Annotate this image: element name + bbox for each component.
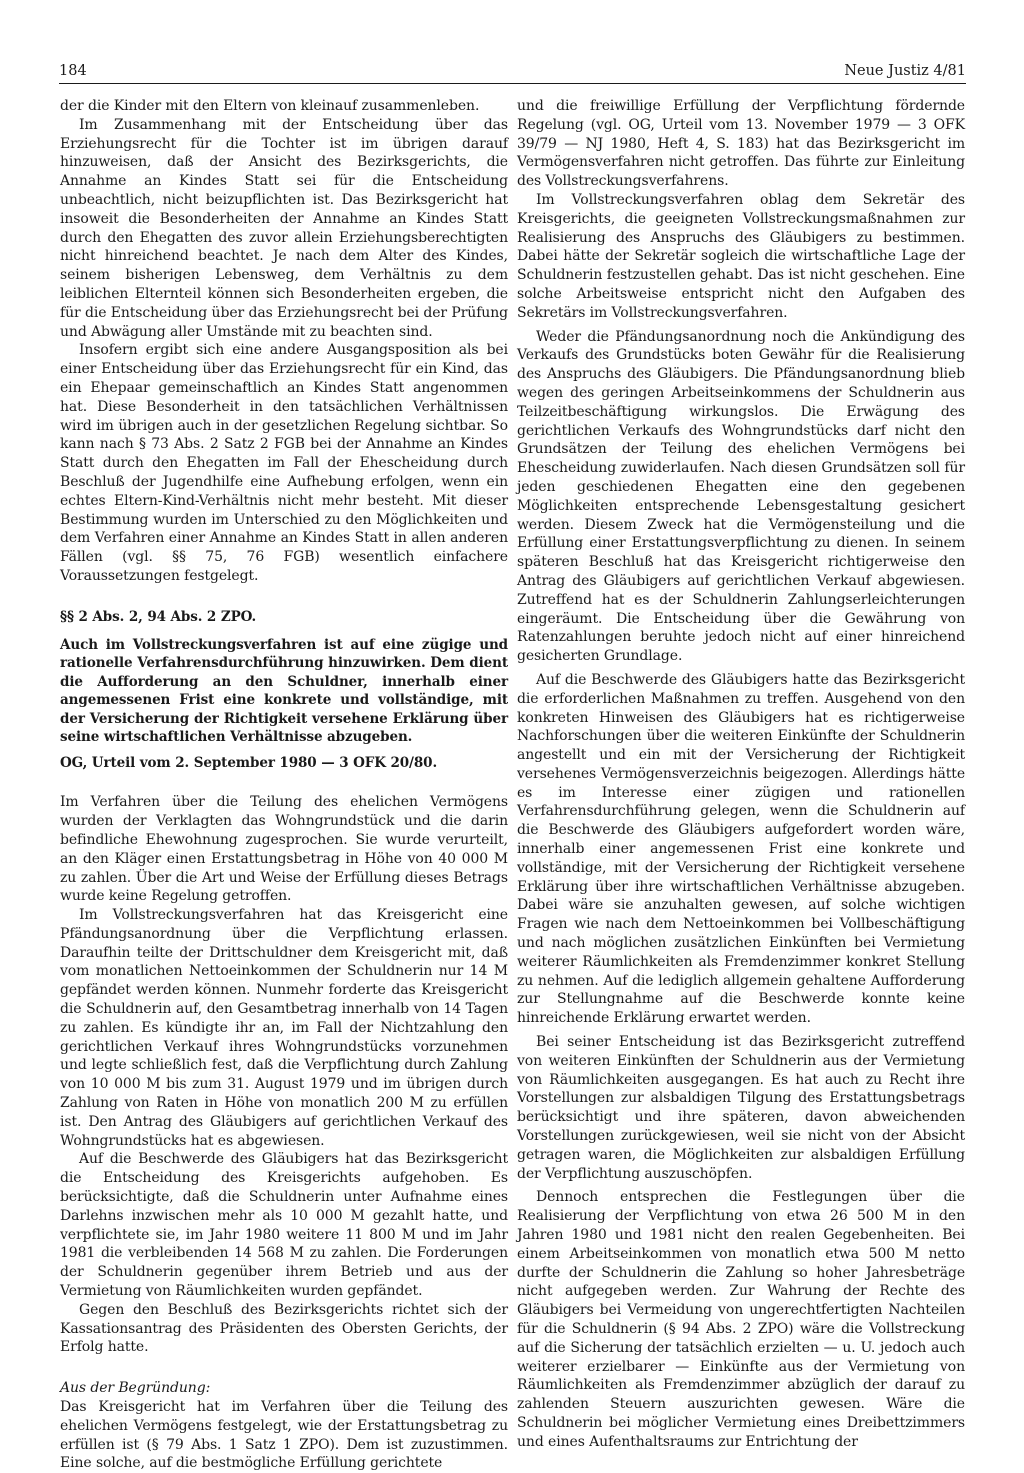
paragraph-continued: und die freiwillige Erfüllung der Verpflichtung fördernde Regelung (vgl. OG, Urteil vom 13. November 1979 — 3 OFK 39/79 — NJ 1980, Heft 4, S. 183) hat das Bezirksgericht im Vermögensverfahren nicht getroffen. Das führte zur Einleitung des Vollstreckungsverfahrens. xyxy=(517,98,965,190)
legal-reference: §§ 2 Abs. 2, 94 Abs. 2 ZPO. xyxy=(60,608,257,625)
paragraph: Auf die Beschwerde des Gläubigers hat das Bezirksgericht die Entscheidung des Kreisgerichts aufgehoben. Es berücksichtigte, daß die Schuldnerin unter Aufnahme eines Darlehns inzwischen mehr als 10 000 M gezahlt hatte, und verpflichtete sie, im Jahr 1980 weitere 11 800 M und im Jahr 1981 die verbleibenden 14 568 M zu zahlen. Die Forderungen der Schuldnerin gegenüber ihrem Betrieb und aus der Vermietung von Räumlichkeiten wurden gepfändet. xyxy=(60,1151,508,1300)
paragraph: Im Zusammenhang mit der Entscheidung über das Erziehungsrecht für die Tochter ist im übrigen darauf hinzuweisen, daß der Ansicht des Bezirksgerichts, die Annahme an Kindes Statt sei für die Entscheidung unbeachtlich, nicht beizupflichten ist. Das Bezirksgericht hat insoweit die Besonderheiten der Annahme an Kindes Statt durch den Ehegatten des zuvor allein Erziehungsberechtigten nicht hinreichend beachtet. Je nach dem Alter des Kindes, seinem bisherigen Lebensweg, dem Verhältnis zu dem leiblichen Elternteil können sich Besonderheiten ergeben, die für die Entscheidung über das Erziehungsrecht bei der Prüfung und Abwägung aller Umstände mit zu beachten sind. xyxy=(60,116,508,340)
headnote: Auch im Vollstreckungsverfahren ist auf eine zügige und rationelle Verfahrensdurchführung hinzuwirken. Dem dient die Aufforderung an den Schuldner, innerhalb einer angemessenen Frist eine konkrete und vollständige, mit der Versicherung der Richtigkeit versehene Erklärung über seine wirtschaftlichen Verhältnisse abzugeben. xyxy=(60,636,508,746)
paragraph: Auf die Beschwerde des Gläubigers hatte das Bezirksgericht die erforderlichen Maßnahmen zu treffen. Ausgehend von den konkreten Hinweisen des Gläubigers hat es richtigerweise Nachforschungen über die weiteren Einkünfte der Schuldnerin angestellt und ein mit der Versicherung der Richtigkeit versehenes Vermögensverzeichnis beigezogen. Allerdings hätte es im Interesse einer zügigen und rationellen Verfahrensdurchführung gelegen, wenn die Schuldnerin auf die Beschwerde des Gläubigers aufgefordert worden wäre, innerhalb einer angemessenen Frist eine konkrete und vollständige, mit der Versicherung der Richtigkeit versehene Erklärung über ihre wirtschaftlichen Verhältnisse abzugeben. Dabei wäre sie anzuhalten gewesen, auf solche wichtigen Fragen wie nach dem Nettoeinkommen bei Vollbeschäftigung und nach möglichen zusätzlichen Einkünften bei Vermietung weiterer Räumlichkeiten als Fremdenzimmer konkret Stellung zu nehmen. Auf die lediglich allgemein gehaltene Aufforderung zur Stellungnahme auf die Beschwerde konnte keine hinreichende Erklärung erwartet werden. xyxy=(517,671,965,1027)
journal-issue: Neue Justiz 4/81 xyxy=(844,63,966,79)
court-citation: OG, Urteil vom 2. September 1980 — 3 OFK 20/80. xyxy=(60,754,438,771)
section-heading: Aus der Begründung: xyxy=(60,1380,211,1397)
paragraph: Weder die Pfändungsanordnung noch die Ankündigung des Verkaufs des Grundstücks boten Gewähr für die Realisierung des Anspruchs des Gläubigers. Die Pfändungsanordnung blieb wegen des geringen Arbeitseinkommens der Schuldnerin aus Teilzeitbeschäftigung wirkungslos. Die Erwägung des gerichtlichen Verkaufs des Wohngrundstücks darf nicht den Grundsätzen der Teilung des ehelichen Vermögens bei Ehescheidung zuwiderlaufen. Nach diesen Grundsätzen soll für jeden geschiedenen Ehegatten eine den gegebenen Möglichkeiten entsprechende Lebensgestaltung gesichert werden. Diesem Zweck hat die Vermögensteilung und die Erfüllung einer Erstattungsverpflichtung zu dienen. In seinem späteren Beschluß hat das Kreisgericht richtigerweise den Antrag des Gläubigers auf gerichtlichen Verkauf abgewiesen. Zutreffend hat es der Schuldnerin Zahlungserleichterungen eingeräumt. Die Entscheidung über die Gewährung von Ratenzahlungen beruhte jedoch nicht auf einer hinreichend gesicherten Grundlage. xyxy=(517,328,965,665)
paragraph: Insofern ergibt sich eine andere Ausgangsposition als bei einer Entscheidung über das Erziehungsrecht für ein Kind, das ein Ehepaar gemeinschaftlich an Kindes Statt angenommen hat. Diese Besonderheit in den tatsächlichen Verhältnissen wird im übrigen auch in der gesetzlichen Regelung sichtbar. So kann nach § 73 Abs. 2 Satz 2 FGB bei der Annahme an Kindes Statt durch den Ehegatten im Fall der Ehescheidung durch Beschluß der Jugendhilfe eine Aufhebung erfolgen, wenn ein echtes Eltern-Kind-Verhältnis nicht mehr besteht. Mit dieser Bestimmung wurden im Unterschied zu den Möglichkeiten und dem Verfahren einer Annahme an Kindes Statt in allen anderen Fällen (vgl. §§ 75, 76 FGB) wesentlich einfachere Voraussetzungen festgelegt. xyxy=(60,342,508,584)
left-column xyxy=(60,97,508,1473)
paragraph: Im Vollstreckungsverfahren oblag dem Sekretär des Kreisgerichts, die geeigneten Vollstreckungsmaßnahmen zur Realisierung des Anspruchs des Gläubigers zu bestimmen. Dabei hätte der Sekretär sogleich die wirtschaftliche Lage der Schuldnerin festzustellen gehabt. Das ist nicht geschehen. Eine solche Arbeitsweise entspricht nicht den Aufgaben des Sekretärs im Vollstreckungsverfahren. xyxy=(517,191,965,321)
paragraph: Im Verfahren über die Teilung des ehelichen Vermögens wurden der Verklagten das Wohngrundstück und die darin befindliche Ehewohnung zugesprochen. Sie wurde verurteilt, an den Kläger einen Erstattungsbetrag in Höhe von 40 000 M zu zahlen. Über die Art und Weise der Erfüllung dieses Betrags wurde keine Regelung getroffen. xyxy=(60,794,508,905)
page-header xyxy=(59,60,966,82)
paragraph: Dennoch entsprechen die Festlegungen über die Realisierung der Verpflichtung von etwa 26 500 M in den Jahren 1980 und 1981 nicht den realen Gegebenheiten. Bei einem Arbeitseinkommen von monatlich etwa 500 M netto durfte der Schuldnerin die Zahlung so hoher Jahresbeträge nicht aufgegeben werden. Zur Wahrung der Rechte des Gläubigers bei Vermeidung von ungerechtfertigten Nachteilen für die Schuldnerin (§ 94 Abs. 2 ZPO) wäre die Vollstreckung auf die Sicherung der tatsächlich erzielten — u. U. jedoch auch weiterer erzielbarer — Einkünfte aus der Vermietung von Räumlichkeiten als Fremdenzimmer abzüglich der darauf zu zahlenden Steuern auszurichten gewesen. Wäre die Schuldnerin bei möglicher Vermietung eines Dreibettzimmers und eines Aufenthaltsraums zur Entrichtung der xyxy=(517,1189,965,1450)
paragraph: Das Kreisgericht hat im Verfahren über die Teilung des ehelichen Vermögens festgelegt, wie der Erstattungsbetrag zu erfüllen ist (§ 79 Abs. 1 Satz 1 ZPO). Dem ist zuzustimmen. Eine solche, auf die bestmögliche Erfüllung gerichtete xyxy=(60,1399,508,1472)
page-number: 184 xyxy=(59,63,87,79)
paragraph: Bei seiner Entscheidung ist das Bezirksgericht zutreffend von weiteren Einkünften der Schuldnerin aus der Vermietung von Räumlichkeiten ausgegangen. Es hat auch zu Recht ihre Vorstellungen zur alsbaldigen Tilgung des Erstattungsbetrags berücksichtigt und ihre späteren, davon abweichenden Vorstellungen zurückgewiesen, weil sie nicht von der Absicht getragen waren, die Möglichkeiten zur alsbaldigen Erfüllung der Verpflichtung auszuschöpfen. xyxy=(517,1034,965,1182)
right-column xyxy=(517,97,965,1452)
paragraph: Gegen den Beschluß des Bezirksgerichts richtet sich der Kassationsantrag des Präsidenten des Obersten Gerichts, der Erfolg hatte. xyxy=(60,1301,508,1356)
header-rule xyxy=(59,83,966,84)
paragraph-continued: der die Kinder mit den Eltern von kleinauf zusammenleben. xyxy=(60,98,480,114)
paragraph: Im Vollstreckungsverfahren hat das Kreisgericht eine Pfändungsanordnung über die Verpflichtung erlassen. Daraufhin teilte der Drittschuldner dem Kreisgericht mit, daß vom monatlichen Nettoeinkommen der Schuldnerin nur 14 M gepfändet werden können. Nunmehr forderte das Kreisgericht die Schuldnerin auf, den Gesamtbetrag innerhalb von 14 Tagen zu zahlen. Es kündigte ihr an, im Fall der Nichtzahlung den gerichtlichen Verkauf ihres Wohngrundstücks vorzunehmen und legte schließlich fest, daß die Verpflichtung durch Zahlung von 10 000 M bis zum 31. August 1979 und im übrigen durch Zahlung von Raten in Höhe von monatlich 200 M zu erfüllen ist. Den Antrag des Gläubigers auf gerichtlichen Verkauf des Wohngrundstücks hat es abgewiesen. xyxy=(60,907,508,1149)
